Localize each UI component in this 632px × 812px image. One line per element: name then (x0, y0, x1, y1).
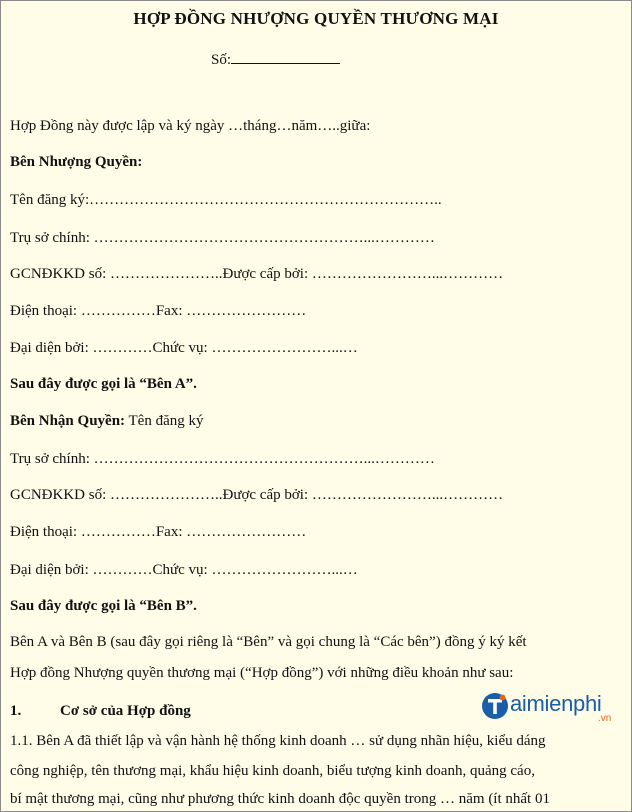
party-a-business-license: GCNĐKKD số: …………………..Được cấp bởi: ……………………...………… (10, 266, 504, 282)
taimienphi-t-icon (480, 691, 510, 721)
contract-number-label: Số: (211, 52, 232, 68)
party-b-heading: Bên Nhận Quyền: Tên đăng ký (10, 413, 204, 429)
party-a-representative: Đại diện bởi: …………Chức vụ: ……………………...… (10, 340, 358, 356)
party-a-alias: Sau đây được gọi là “Bên A”. (10, 376, 197, 392)
contract-number-blank (231, 49, 340, 64)
party-b-business-license: GCNĐKKD số: …………………..Được cấp bởi: ……………………...………… (10, 487, 504, 503)
agreement-line-2: Hợp đồng Nhượng quyền thương mại (“Hợp đồng”) với những điều khoản như sau: (10, 665, 514, 681)
document-title: HỢP ĐỒNG NHƯỢNG QUYỀN THƯƠNG MẠI (133, 9, 499, 28)
party-b-phone-fax: Điện thoại: ……………Fax: …………………… (10, 524, 307, 540)
section-1-heading: 1. Cơ sở của Hợp đồng (10, 703, 191, 719)
watermark-brand: aimienphi (510, 691, 602, 716)
party-b-head-office: Trụ sở chính: ………………………………………………...………… (10, 451, 435, 467)
party-a-heading: Bên Nhượng Quyền: (10, 154, 143, 170)
watermark-suffix: .vn (598, 713, 612, 724)
agreement-line-1: Bên A và Bên B (sau đây gọi riêng là “Bên” và gọi chung là “Các bên”) đồng ý ký kết (10, 634, 527, 650)
party-b-alias: Sau đây được gọi là “Bên B”. (10, 598, 197, 614)
intro-line: Hợp Đồng này được lập và ký ngày …tháng…năm…..giữa: (10, 118, 371, 134)
party-a-registered-name: Tên đăng ký:…………………………………………………………….. (10, 192, 442, 208)
section-1-paragraph-line-1: 1.1. Bên A đã thiết lập và vận hành hệ thống kinh doanh … sử dụng nhãn hiệu, kiểu dáng (10, 733, 546, 749)
watermark-logo (480, 689, 610, 725)
section-1-paragraph-line-2: công nghiệp, tên thương mại, khẩu hiệu kinh doanh, biểu tượng kinh doanh, quảng cáo, (10, 763, 535, 779)
contract-number (211, 49, 340, 69)
party-a-phone-fax: Điện thoại: ……………Fax: …………………… (10, 303, 307, 319)
party-b-representative: Đại diện bởi: …………Chức vụ: ……………………...… (10, 562, 358, 578)
party-a-head-office: Trụ sở chính: ………………………………………………...………… (10, 230, 435, 246)
section-1-paragraph-line-3: bí mật thương mại, cũng như phương thức kinh doanh độc quyền trong … năm (ít nhất 01 (10, 791, 550, 807)
